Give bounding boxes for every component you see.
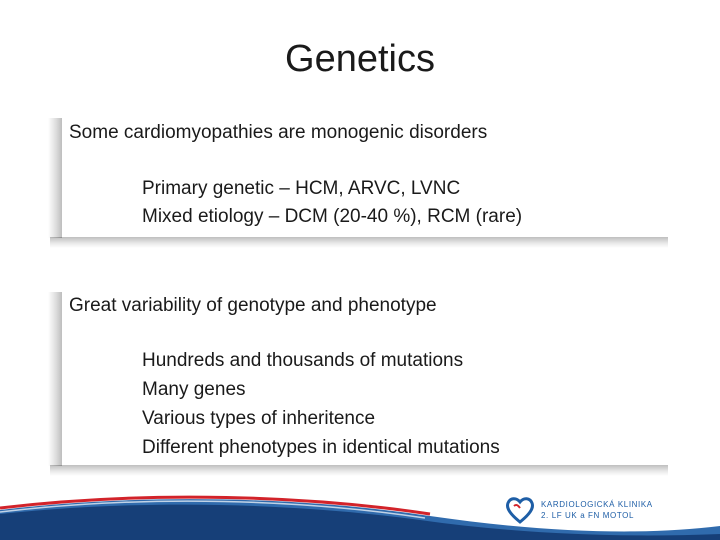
logo-line-2: 2. LF UK a FN MOTOL — [541, 511, 635, 520]
box-2-item-3: Various types of inheritence — [142, 408, 376, 429]
box-1-heading: Some cardiomyopathies are monogenic disorders — [69, 122, 488, 143]
heart-icon — [505, 496, 535, 524]
clinic-logo — [505, 496, 653, 524]
box-2-item-2: Many genes — [142, 379, 246, 400]
box-2-heading: Great variability of genotype and phenotype — [69, 295, 437, 316]
content-box-2 — [60, 292, 660, 466]
content-box-1 — [60, 118, 660, 238]
box-1-item-1: Primary genetic – HCM, ARVC, LVNC — [142, 178, 461, 199]
box-2-item-4: Different phenotypes in identical mutations — [142, 437, 500, 458]
box-1-item-2: Mixed etiology – DCM (20-40 %), RCM (rare) — [142, 206, 523, 227]
clinic-logo-text — [541, 499, 653, 521]
box-2-item-1: Hundreds and thousands of mutations — [142, 350, 464, 371]
logo-line-1: KARDIOLOGICKÁ KLINIKA — [541, 500, 653, 509]
slide-title: Genetics — [285, 38, 435, 80]
